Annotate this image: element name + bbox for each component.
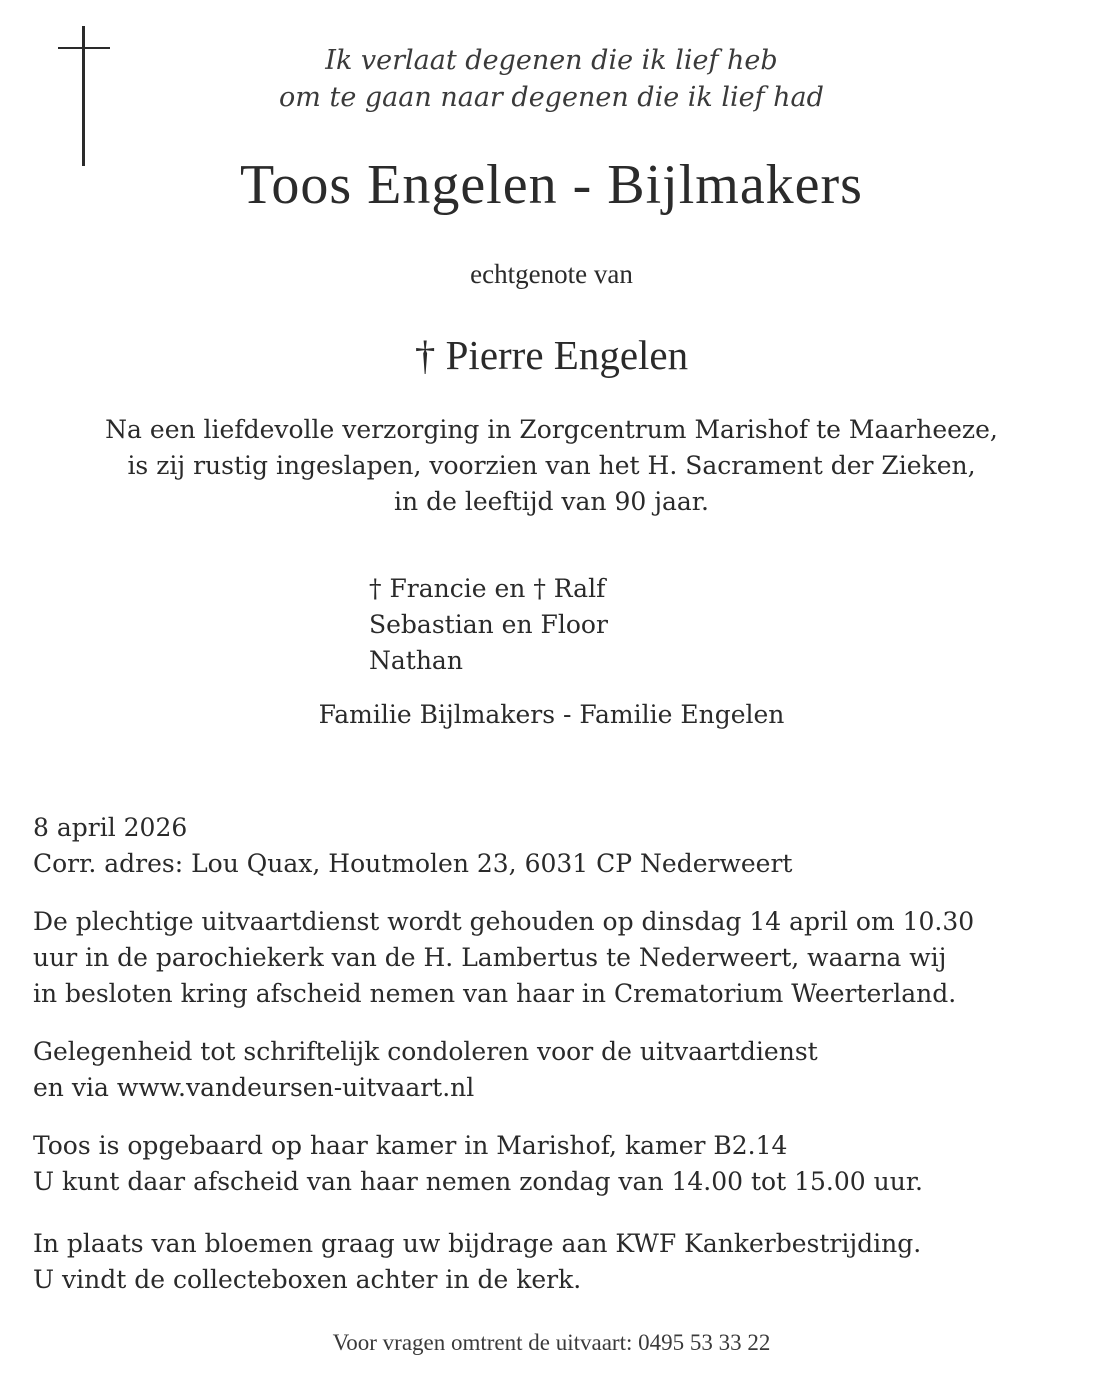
family-member: Nathan (369, 646, 463, 675)
donation-line: In plaats van bloemen graag uw bijdrage aan KWF Kankerbestrijding. (33, 1229, 922, 1258)
service-paragraph (33, 904, 1093, 1012)
announcement-line-1: Na een liefdevolle verzorging in Zorgcentrum Marishof te Maarheeze, (105, 415, 998, 444)
deceased-name: Toos Engelen - Bijlmakers (240, 154, 863, 216)
condolence-line: en via www.vandeursen-uitvaart.nl (33, 1073, 475, 1102)
correspondence-address: Corr. adres: Lou Quax, Houtmolen 23, 6031 CP Nederweert (33, 849, 793, 878)
extended-family: Familie Bijlmakers - Familie Engelen (318, 700, 785, 729)
family-members (369, 571, 608, 679)
announcement-line-2: is zij rustig ingeslapen, voorzien van het H. Sacrament der Zieken, (127, 451, 976, 480)
viewing-line: Toos is opgebaard op haar kamer in Marishof, kamer B2.14 (33, 1131, 788, 1160)
service-line: in besloten kring afscheid nemen van haar in Crematorium Weerterland. (33, 979, 957, 1008)
date-address-block (33, 810, 1093, 882)
announcement-line-3: in de leeftijd van 90 jaar. (394, 487, 709, 516)
service-line: uur in de parochiekerk van de H. Lambertus te Nederweert, waarna wij (33, 943, 947, 972)
condolence-line: Gelegenheid tot schriftelijk condoleren voor de uitvaartdienst (33, 1037, 818, 1066)
motto-line-1: Ik verlaat degenen die ik lief heb (325, 45, 778, 76)
spouse-name: † Pierre Engelen (414, 332, 689, 378)
family-member: Sebastian en Floor (369, 610, 608, 639)
relation-text: echtgenote van (470, 259, 633, 289)
donation-line: U vindt de collecteboxen achter in de kerk. (33, 1265, 582, 1294)
family-member: † Francie en † Ralf (369, 574, 606, 603)
notice-date: 8 april 2026 (33, 813, 188, 842)
footer-contact: Voor vragen omtrent de uitvaart: 0495 53 33 22 (332, 1330, 771, 1355)
service-line: De plechtige uitvaartdienst wordt gehouden op dinsdag 14 april om 10.30 (33, 907, 975, 936)
condolence-paragraph (33, 1034, 1093, 1106)
donation-paragraph (33, 1226, 1093, 1298)
motto-line-2: om te gaan naar degenen die ik lief had (279, 82, 824, 113)
viewing-line: U kunt daar afscheid van haar nemen zondag van 14.00 tot 15.00 uur. (33, 1167, 923, 1196)
announcement (0, 412, 1103, 520)
motto (0, 42, 1103, 116)
viewing-paragraph (33, 1128, 1093, 1200)
